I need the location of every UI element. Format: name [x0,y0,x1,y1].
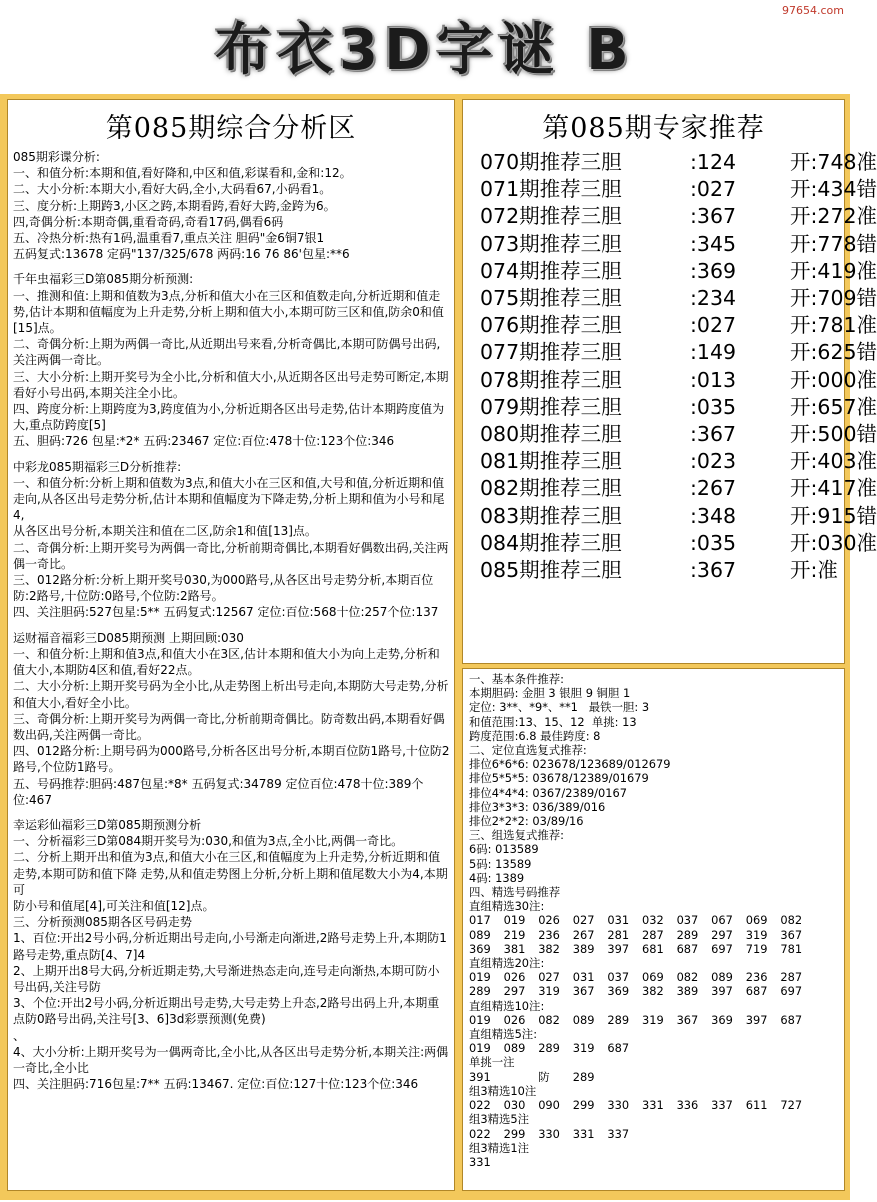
number-cell: 397 [607,941,630,956]
expert-row [463,367,877,394]
analysis-line: 三、分析预测085期各区号码走势 [13,915,192,930]
number-cell: 089 [711,970,733,985]
expert-code: :234 [690,286,737,311]
number-grid [469,1041,815,1055]
condition-line: 排位4*4*4: 0367/2389/0167 [469,785,628,800]
analysis-line: 五码复式:13678 定码"137/325/678 两码:16 76 86'包星:**6 [13,247,350,262]
condition-line: 5码: 13589 [469,856,532,871]
group-label: 直组精选20注: [469,956,545,971]
number-cell: 026 [503,970,526,985]
condition-line: 排位2*2*2: 03/89/16 [469,814,584,829]
section-gap [13,450,450,459]
analysis-body [8,149,454,1092]
expert-result: 434错 [817,177,877,202]
number-cell: 082 [676,970,699,985]
analysis-line: 二、奇偶分析:上期为两偶一奇比,从近期出号来看,分析奇偶比,本期可防偶号出码,关注两偶一奇比。 [13,337,441,368]
expert-issue: 073期推荐三胆 [480,231,622,256]
condition-line: 排位6*6*6: 023678/123689/012679 [469,757,671,772]
expert-code: :124 [690,150,737,174]
section-heading: 运财福音福彩三D085期预测 上期回顾:030 [13,630,244,645]
analysis-line: 防小号和值尾[4],可关注和值[12]点。 [13,898,215,913]
condition-line: 和值范围:13、15、12 单挑: 13 [469,714,637,729]
expert-row [463,448,877,475]
expert-issue: 083期推荐三胆 [480,503,622,528]
number-cell: 037 [676,913,699,928]
expert-result: 403准 [817,449,877,474]
expert-code: :149 [690,340,737,365]
number-cell: 336 [676,1098,699,1113]
number-cell: 369 [607,984,630,999]
section-gap [13,262,450,271]
number-cell: 287 [780,970,803,985]
analysis-line: 从各区出号分析,本期关注和值在二区,防余1和值[13]点。 [13,524,317,539]
number-grid [469,1155,815,1169]
number-cell: 022 [469,1126,491,1141]
condition-line: 定位: 3**、*9*、**1 最铁一胆: 3 [469,700,650,715]
number-cell: 719 [745,941,768,956]
expert-row [463,231,877,258]
number-cell: 287 [641,927,664,942]
number-cell: 299 [503,1126,526,1141]
number-cell: 017 [469,913,491,928]
expert-code: :348 [690,503,737,528]
number-cell: 089 [469,927,491,942]
group-label: 组3精选1注 [469,1140,530,1155]
analysis-line: 五、胆码:726 包星:*2* 五码:23467 定位:百位:478十位:123个位:346 [13,434,395,449]
conditions-body [463,669,844,1169]
expert-issue: 080期推荐三胆 [480,422,622,447]
open-label: 开: [790,558,818,583]
open-label: 开: [790,476,818,501]
expert-list [463,149,877,584]
expert-issue: 074期推荐三胆 [480,258,622,283]
condition-line: 一、基本条件推荐: [469,672,564,686]
expert-code: :027 [690,313,737,338]
expert-result: 272准 [817,204,877,229]
number-cell: 289 [572,1069,595,1084]
expert-issue: 085期推荐三胆 [480,558,622,583]
analysis-line: 一、和值分析:分析上期和值数为3点,和值大小在三区和值,大号和值,分析近期和值走向,从各区出号走势分析,估计本期和值幅度为下降走势,分析上期和值为小号和尾4, [13,475,445,523]
site-watermark: 97654.com [782,4,844,17]
number-cell: 337 [607,1126,630,1141]
number-cell: 697 [780,984,803,999]
expert-result: 500错 [817,422,877,447]
group-label: 组3精选5注 [469,1112,530,1127]
expert-issue: 075期推荐三胆 [480,286,622,311]
analysis-panel [7,99,455,1191]
number-cell: 727 [780,1098,803,1113]
condition-line: 6码: 013589 [469,842,539,857]
number-cell: 687 [607,1041,630,1056]
expert-issue: 084期推荐三胆 [480,530,622,555]
number-cell: 089 [503,1041,526,1056]
number-grid [469,1070,815,1084]
expert-result: 419准 [817,258,877,283]
expert-issue: 078期推荐三胆 [480,367,622,392]
open-label: 开: [790,449,818,474]
number-cell: 331 [641,1098,664,1113]
open-label: 开: [790,367,818,392]
expert-result: 625错 [817,340,877,365]
expert-row [463,503,877,530]
number-cell: 319 [745,927,768,942]
number-cell: 330 [607,1098,630,1113]
expert-row [463,203,877,230]
number-cell: 382 [641,984,664,999]
number-cell: 331 [572,1126,595,1141]
condition-line: 跨度范围:6.8 最佳跨度: 8 [469,728,601,743]
number-cell: 089 [572,1012,595,1027]
open-label: 开: [790,530,818,555]
number-grid [469,970,815,998]
number-cell: 681 [641,941,664,956]
expert-code: :367 [690,204,737,229]
number-cell: 611 [745,1098,768,1113]
analysis-line: 四、关注胆码:527包星:5** 五码复式:12567 定位:百位:568十位:257个位:137 [13,605,439,620]
number-cell: 防 [538,1069,550,1084]
number-cell: 267 [572,927,595,942]
analysis-line: 3、个位:开出2号小码,分析近期出号走势,大号走势上升态,2路号出码上升,本期重点防0路号出码,关注号[3、6]3d彩票预测(免费) [13,996,440,1027]
analysis-title: 第085期综合分析区 [105,113,357,144]
expert-issue: 079期推荐三胆 [480,394,622,419]
expert-code: :023 [690,449,737,474]
open-label: 开: [790,231,818,256]
expert-result: 915错 [817,503,877,528]
section-heading: 085期彩谍分析: [13,150,100,164]
analysis-line: 二、大小分析:本期大小,看好大码,全小,大码看67,小码看1。 [13,182,332,197]
expert-result: 781准 [817,313,877,338]
number-cell: 281 [607,927,630,942]
number-cell: 219 [503,927,526,942]
number-cell: 319 [538,984,560,999]
condition-line: 4码: 1389 [469,870,525,885]
open-label: 开: [790,422,818,447]
expert-issue: 071期推荐三胆 [480,177,622,202]
analysis-line: 三、大小分析:上期开奖号为全小比,分析和值大小,从近期各区出号走势可断定,本期看好小号出码,本期关注全小比。 [13,369,449,400]
number-cell: 381 [503,941,526,956]
expert-row [463,285,877,312]
content-frame [0,94,877,1200]
analysis-line: 二、奇偶分析:上期开奖号为两偶一奇比,分析前期奇偶比,本期看好偶数出码,关注两偶一奇比。 [13,540,449,571]
expert-code: :369 [690,258,737,283]
expert-row [463,475,877,502]
expert-result: 709错 [817,286,877,311]
expert-code: :267 [690,476,737,501]
number-cell: 337 [711,1098,733,1113]
number-cell: 030 [503,1098,526,1113]
open-label: 开: [790,286,818,311]
number-cell: 330 [538,1126,560,1141]
analysis-line: 三、012路分析:分析上期开奖号030,为000路号,从各区出号走势分析,本期百位防:2路号,十位防:0路号,个位防:2路号。 [13,573,434,604]
number-cell: 397 [711,984,733,999]
condition-line: 二、定位直选复式推荐: [469,743,587,758]
condition-line: 本期胆码: 金胆 3 银胆 9 铜胆 1 [469,686,631,701]
open-label: 开: [790,394,818,419]
number-cell: 331 [469,1154,491,1169]
number-cell: 067 [711,913,733,928]
analysis-line: 二、大小分析:上期开奖号码为全小比,从走势图上析出号走向,本期防大号走势,分析和值大小,看好全小比。 [13,679,449,710]
expert-code: :367 [690,422,737,447]
expert-result: 000准 [817,367,877,392]
number-cell: 069 [641,970,664,985]
number-cell: 367 [676,1012,699,1027]
expert-result: 417准 [817,476,877,501]
number-cell: 299 [572,1098,595,1113]
section-gap [13,621,450,630]
expert-result: 030准 [817,530,877,555]
group-label: 单挑一注 [469,1055,515,1070]
expert-row [463,394,877,421]
number-cell: 031 [572,970,595,985]
banner [0,8,850,94]
open-label: 开: [790,258,818,283]
number-cell: 289 [469,984,491,999]
expert-code: :027 [690,177,737,202]
group-label: 直组精选30注: [469,899,545,914]
number-cell: 297 [503,984,526,999]
number-cell: 027 [572,913,595,928]
number-cell: 382 [538,941,560,956]
number-cell: 236 [538,927,560,942]
number-cell: 687 [780,1012,803,1027]
expert-code: :367 [690,558,737,583]
condition-line: 三、组选复式推荐: [469,828,564,843]
number-cell: 037 [607,970,630,985]
number-cell: 236 [745,970,768,985]
expert-code: :035 [690,394,737,419]
open-label: 开: [790,340,818,365]
number-cell: 687 [676,941,699,956]
expert-issue: 070期推荐三胆 [480,150,622,174]
number-cell: 289 [538,1041,560,1056]
number-cell: 369 [711,1012,733,1027]
analysis-line: 2、上期开出8号大码,分析近期走势,大号渐进热态走向,连号走向渐热,本期可防小号出码,关注号防 [13,963,440,994]
expert-title: 第085期专家推荐 [542,113,765,144]
analysis-line: 一、推测和值:上期和值数为3点,分析和值大小在三区和值数走向,分析近期和值走势,估计本期和值幅度为上升走势,分析上期和值大小,本期可防三区和值,防余0和值[15]点。 [13,288,444,336]
expert-row [463,530,877,557]
condition-line: 四、精选号码推荐 [469,885,561,900]
condition-line: 排位3*3*3: 036/389/016 [469,799,606,814]
number-cell: 781 [780,941,803,956]
analysis-line: 一、和值分析:本期和值,看好降和,中区和值,彩谋看和,金和:12。 [13,166,352,181]
number-cell: 022 [469,1098,491,1113]
expert-issue: 076期推荐三胆 [480,313,622,338]
number-cell: 019 [469,970,491,985]
analysis-line: 一、和值分析:上期和值3点,和值大小在3区,估计本期和值大小为向上走势,分析和值大小,本期防4区和值,看好22点。 [13,646,440,678]
analysis-line: 二、分析上期开出和值为3点,和值大小在三区,和值幅度为上升走势,分析近期和值走势,本期可防和值下降 走势,从和值走势图上分析,分析上期和值尾数大小为4,本期可 [13,850,448,897]
expert-row [463,557,844,584]
open-label: 开: [790,503,818,528]
analysis-line: 四、012路分析:上期号码为000路号,分析各区出号分析,本期百位防1路号,十位防2路号,个位防1路号。 [13,744,450,775]
expert-panel [462,99,877,664]
analysis-line: 、 [13,1028,26,1043]
number-cell: 367 [780,927,803,942]
expert-result: 748准 [817,150,877,174]
conditions-panel [462,668,845,1191]
number-cell: 019 [469,1041,491,1056]
number-cell: 026 [503,1012,526,1027]
expert-row [463,339,877,366]
analysis-line: 五、号码推荐:胆码:487包星:*8* 五码复式:34789 定位百位:478十位:389个位:467 [13,776,424,807]
expert-issue: 081期推荐三胆 [480,449,622,474]
number-cell: 397 [745,1012,768,1027]
analysis-line: 四、关注胆码:716包星:7** 五码:13467. 定位:百位:127十位:123个位:346 [13,1077,419,1092]
group-label: 组3精选10注 [469,1083,537,1098]
expert-row [463,258,877,285]
number-cell: 297 [711,927,733,942]
number-cell: 369 [469,941,491,956]
expert-code: :035 [690,530,737,555]
number-cell: 026 [538,913,560,928]
open-label: 开: [790,313,818,338]
section-heading: 千年虫福彩三D第085期分析预测: [13,272,194,287]
group-label: 直组精选10注: [469,998,545,1013]
analysis-line: 三、奇偶分析:上期开奖号为两偶一奇比,分析前期奇偶比。防奇数出码,本期看好偶数出码,关注两偶一奇比。 [13,711,445,742]
analysis-line: 四,奇偶分析:本期奇偶,重看奇码,奇看17码,偶看6码 [13,214,284,229]
number-cell: 389 [572,941,595,956]
group-label: 直组精选5注: [469,1027,538,1042]
banner-title: 布衣3D字谜 B [215,18,635,83]
analysis-line: 4、大小分析:上期开奖号为一偶两奇比,全小比,从各区出号走势分析,本期关注:两偶一奇比,全小比 [13,1044,449,1075]
number-cell: 027 [538,970,560,985]
number-grid [469,1127,815,1141]
number-cell: 069 [745,913,768,928]
number-cell: 082 [780,913,803,928]
open-label: 开: [790,177,818,202]
condition-line: 排位5*5*5: 03678/12389/01679 [469,771,649,786]
analysis-line: 五、冷热分析:热有1码,温重看7,重点关注 胆码"金6铜7银1 [13,231,325,246]
number-cell: 319 [641,1012,664,1027]
number-cell: 389 [676,984,699,999]
expert-issue: 082期推荐三胆 [480,476,622,501]
number-cell: 019 [503,913,526,928]
number-cell: 367 [572,984,595,999]
section-heading: 幸运彩仙福彩三D第085期预测分析 [13,817,202,832]
number-cell: 687 [745,984,768,999]
number-grid [469,913,815,956]
number-grid [469,1098,815,1112]
analysis-line: 三、度分析:上期跨3,小区之跨,本期看跨,看好大跨,金跨为6。 [13,198,336,213]
number-cell: 031 [607,913,630,928]
number-cell: 289 [607,1012,630,1027]
expert-issue: 072期推荐三胆 [480,204,622,229]
number-cell: 391 [469,1069,491,1084]
expert-code: :345 [690,231,737,256]
number-cell: 032 [641,913,664,928]
expert-issue: 077期推荐三胆 [480,340,622,365]
number-cell: 019 [469,1012,491,1027]
expert-code: :013 [690,367,737,392]
expert-row [463,176,877,203]
section-heading: 中彩龙085期福彩三D分析推荐: [13,459,182,474]
expert-row [463,149,877,176]
expert-result: 778错 [817,231,877,256]
analysis-line: 一、分析福彩三D第084期开奖号为:030,和值为3点,全小比,两偶一奇比。 [13,834,404,849]
number-cell: 289 [676,927,699,942]
expert-row [463,312,877,339]
open-label: 开: [790,204,818,229]
open-label: 开: [790,150,818,174]
section-gap [13,808,450,817]
expert-result: 准 [817,558,838,583]
number-cell: 090 [538,1098,560,1113]
expert-result: 657准 [817,394,877,419]
number-cell: 697 [711,941,733,956]
analysis-line: 四、跨度分析:上期跨度为3,跨度值为小,分析近期各区出号走势,估计本期跨度值为大,重点防跨度[5] [13,402,445,433]
number-cell: 082 [538,1012,560,1027]
number-grid [469,1013,815,1027]
analysis-line: 1、百位:开出2号小码,分析近期出号走向,小号渐走向渐进,2路号走势上升,本期防1路号走势,重点防[4、7]4 [13,931,447,962]
number-cell: 319 [572,1041,595,1056]
expert-row [463,421,877,448]
number-cell [504,1070,539,1084]
